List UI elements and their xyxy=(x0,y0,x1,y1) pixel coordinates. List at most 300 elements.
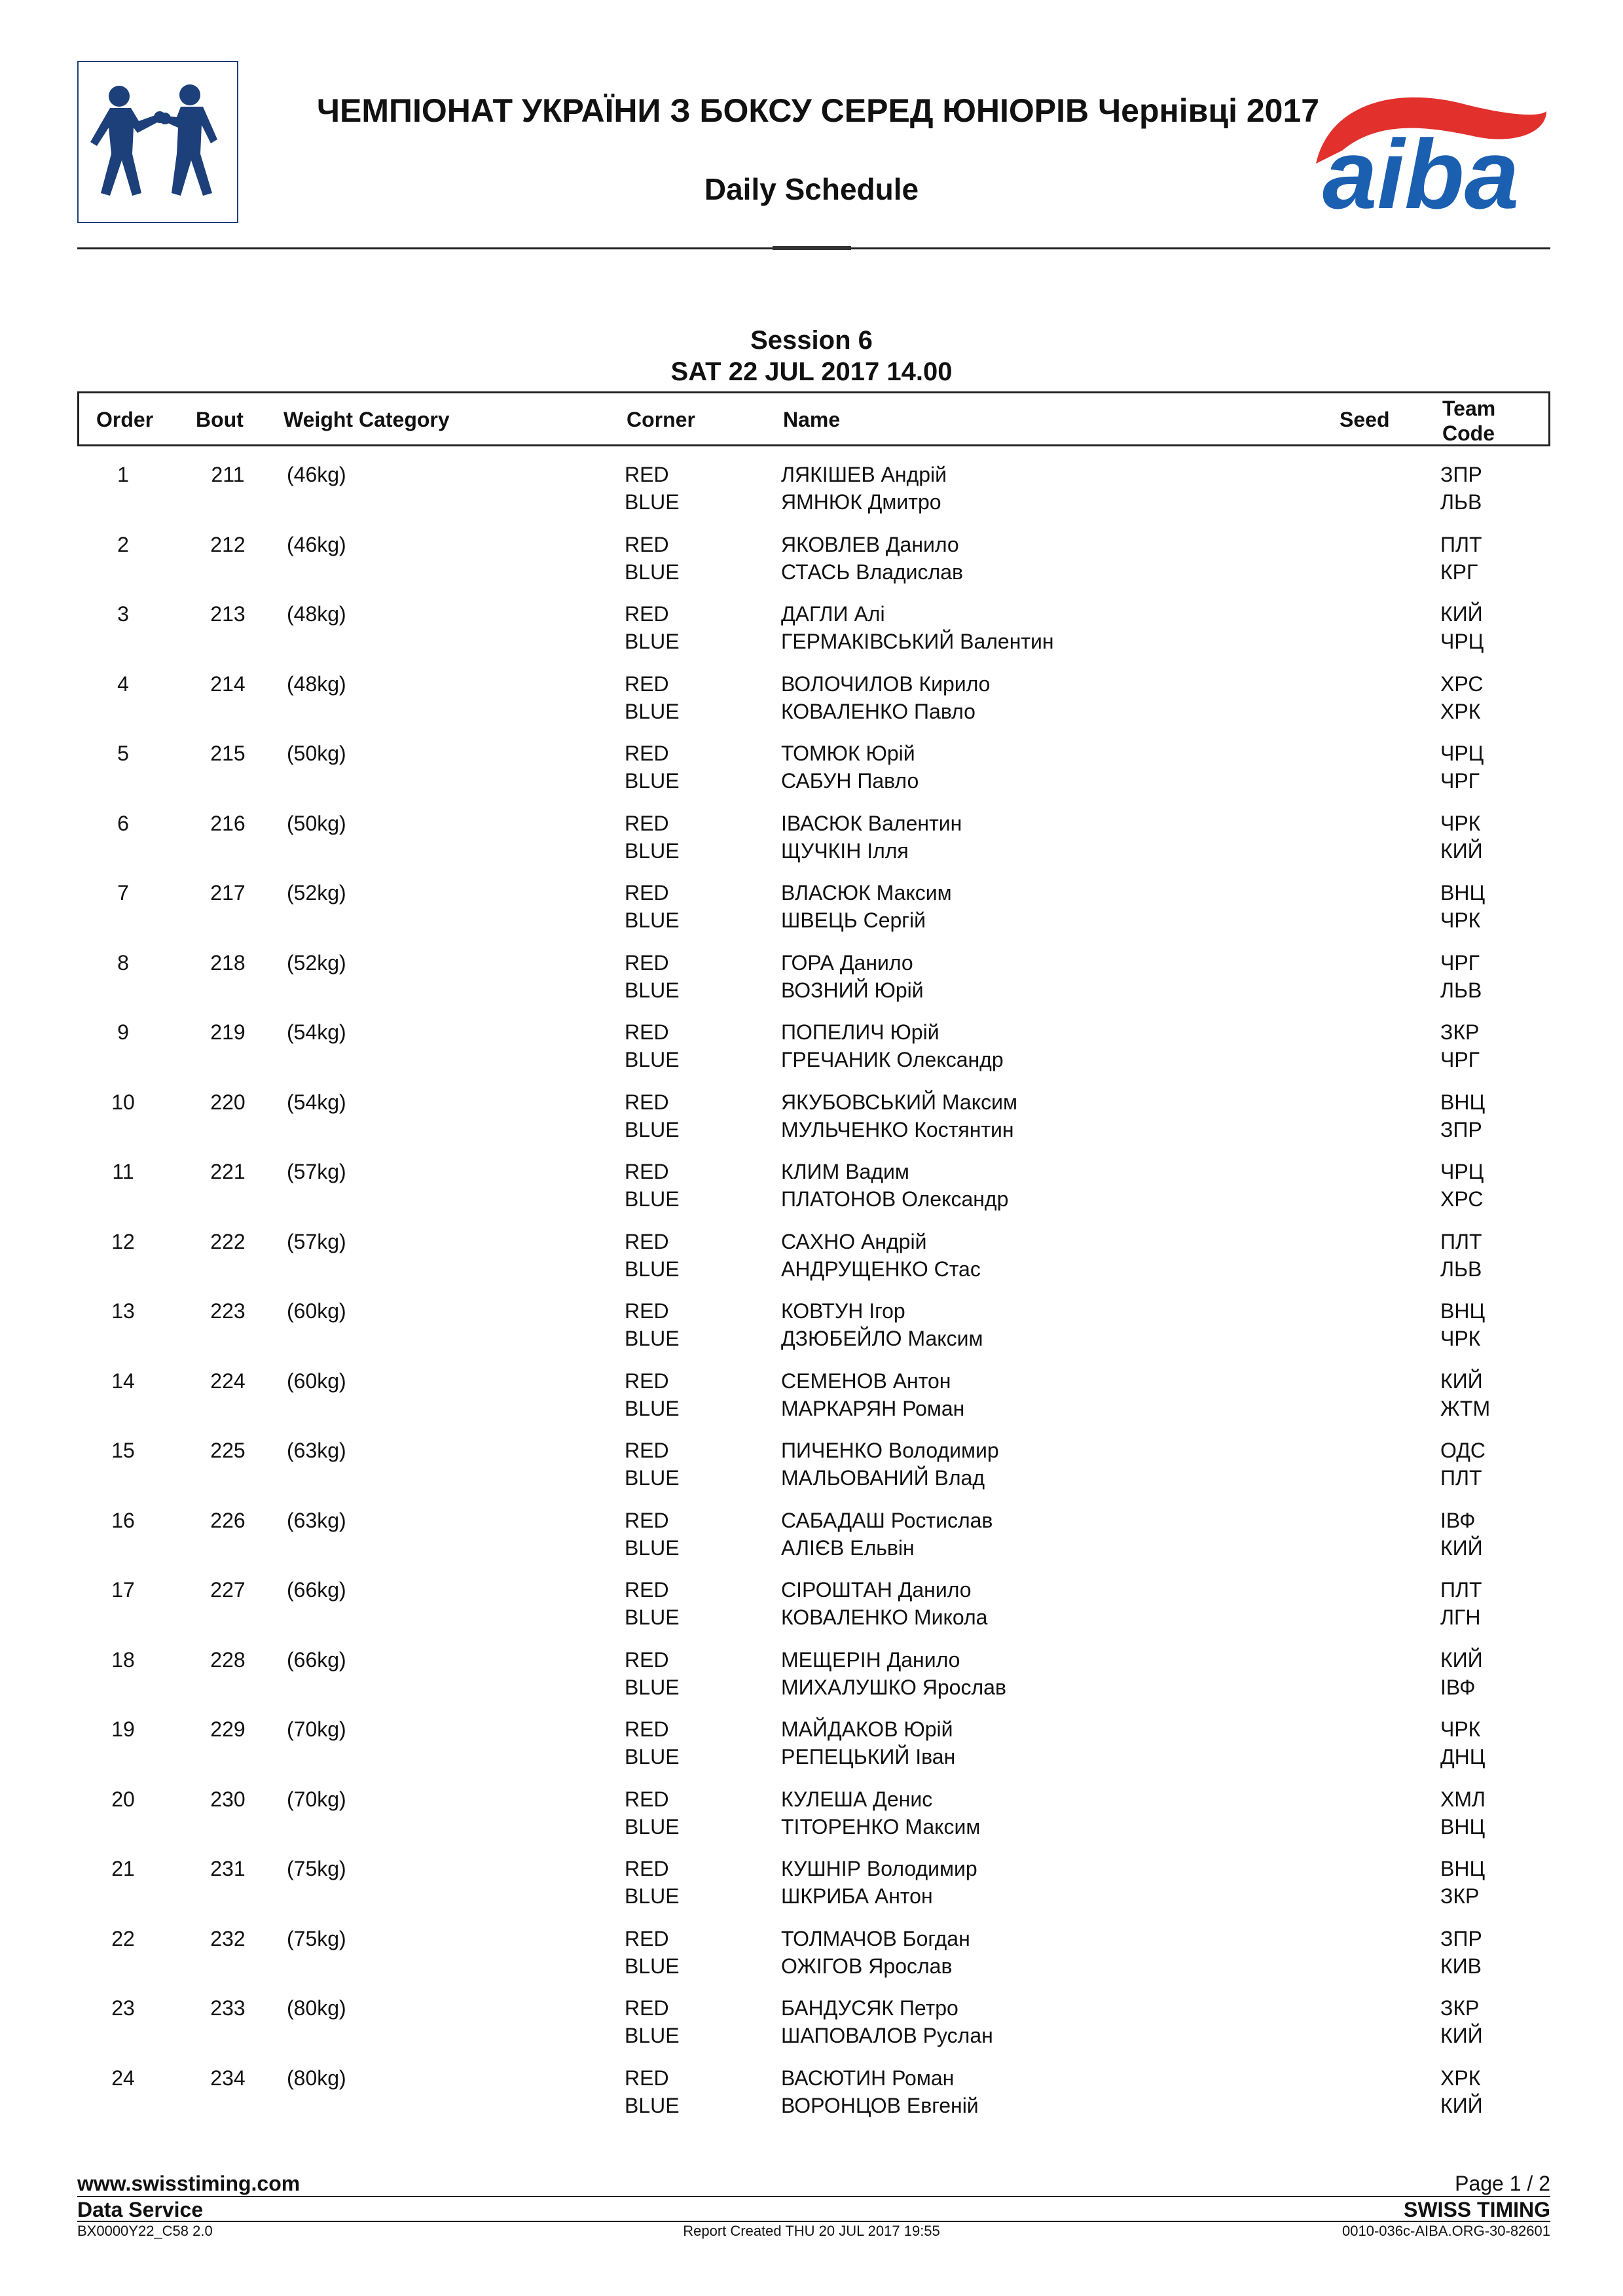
team-code-cell xyxy=(1440,1437,1486,1492)
boxer-name-cell-blue: ОЖІГОВ Ярослав xyxy=(781,1954,953,1978)
table-row xyxy=(77,876,1550,946)
boxer-name-cell-red: ПИЧЕНКО Володимир xyxy=(781,1439,999,1462)
team-code-cell xyxy=(1440,1925,1482,1980)
corner-cell xyxy=(625,1576,680,1631)
corner-cell-blue: BLUE xyxy=(625,1187,680,1211)
boxer-name-cell xyxy=(781,1576,987,1631)
boxer-name-cell-blue: ДЗЮБЕЙЛО Максим xyxy=(781,1327,983,1350)
order-cell: 22 xyxy=(111,1926,135,1950)
team-code-cell-red: ЧРГ xyxy=(1440,950,1480,975)
order-cell: 1 xyxy=(117,463,129,486)
team-code-cell-blue: ЗКР xyxy=(1440,1884,1480,1908)
order-cell: 2 xyxy=(117,532,129,556)
order-cell: 19 xyxy=(111,1717,135,1741)
team-code-cell-blue: ЧРГ xyxy=(1440,769,1480,793)
corner-cell-red: RED xyxy=(625,672,669,696)
boxer-name-cell-blue: ШВЕЦЬ Сергій xyxy=(781,908,926,932)
footer-url[interactable]: www.swisstiming.com xyxy=(77,2172,301,2195)
boxer-name-cell xyxy=(781,1507,993,1562)
corner-cell-red: RED xyxy=(625,1996,669,2020)
boxer-name-cell-blue: ЩУЧКІН Ілля xyxy=(781,838,909,863)
order-cell: 5 xyxy=(117,742,129,765)
corner-cell-blue: BLUE xyxy=(625,1466,680,1490)
team-code-cell xyxy=(1440,879,1485,934)
team-code-cell xyxy=(1440,1158,1484,1213)
corner-cell xyxy=(625,949,680,1004)
corner-cell-red: RED xyxy=(625,881,669,905)
boxer-name-cell-blue: МАРКАРЯН Роман xyxy=(781,1396,965,1420)
team-code-cell-blue: КИЙ xyxy=(1440,838,1483,863)
corner-cell-red: RED xyxy=(625,1926,669,1950)
team-code-cell-red: ВНЦ xyxy=(1440,1090,1486,1114)
boxer-name-cell xyxy=(781,1855,977,1910)
team-code-cell-blue: ЧРК xyxy=(1440,908,1481,932)
corner-cell xyxy=(625,1785,680,1840)
boxer-name-cell xyxy=(781,1228,981,1283)
weight-cell: (70kg) xyxy=(287,1787,346,1811)
corner-cell-red: RED xyxy=(625,1647,669,1672)
corner-cell-blue: BLUE xyxy=(625,1814,680,1839)
boxer-name-cell xyxy=(781,531,963,586)
team-code-cell-blue: ЛЬВ xyxy=(1440,978,1482,1002)
weight-cell: (54kg) xyxy=(287,1020,346,1044)
boxer-name-cell xyxy=(781,879,952,934)
order-cell: 11 xyxy=(112,1160,134,1183)
bout-cell: 222 xyxy=(210,1229,246,1253)
bout-cell: 229 xyxy=(210,1717,246,1741)
table-row xyxy=(77,1434,1550,1504)
bout-cell: 216 xyxy=(210,811,246,835)
table-row xyxy=(77,1992,1550,2062)
table-row xyxy=(77,1155,1550,1225)
boxer-name-cell xyxy=(781,1018,1004,1073)
page-title: ЧЕМПІОНАТ УКРАЇНИ З БОКСУ СЕРЕД ЮНІОРІВ Чернівці 2017 xyxy=(316,92,1320,129)
boxer-name-cell-blue: АЛІЄВ Ельвін xyxy=(781,1535,915,1560)
team-code-cell xyxy=(1440,1297,1485,1352)
table-row xyxy=(77,1504,1550,1574)
corner-cell-red: RED xyxy=(625,1160,669,1183)
team-code-cell-red: ІВФ xyxy=(1440,1508,1476,1532)
col-team xyxy=(1442,396,1495,446)
team-code-cell-blue: КРГ xyxy=(1440,560,1478,584)
corner-cell-red: RED xyxy=(625,1369,669,1393)
team-code-cell-red: ПЛТ xyxy=(1440,532,1482,556)
weight-cell: (80kg) xyxy=(287,1996,346,2020)
corner-cell-red: RED xyxy=(625,532,669,556)
corner-cell-red: RED xyxy=(625,1020,669,1044)
team-code-cell-red: ЧРК xyxy=(1440,1717,1481,1741)
session-title: Session 6 xyxy=(750,326,873,355)
team-code-cell xyxy=(1440,1715,1485,1770)
corner-cell-blue: BLUE xyxy=(625,908,680,932)
bout-cell: 212 xyxy=(210,532,246,556)
order-cell: 24 xyxy=(111,2066,135,2090)
corner-cell-blue: BLUE xyxy=(625,490,680,514)
team-code-cell-blue: КИЙ xyxy=(1440,2024,1483,2047)
boxer-name-cell-blue: ЯМНЮК Дмитро xyxy=(781,490,941,514)
team-code-cell-red: ЧРК xyxy=(1440,811,1481,835)
weight-cell: (48kg) xyxy=(287,672,346,696)
team-code-cell-red: ВНЦ xyxy=(1440,1857,1486,1880)
corner-cell-red: RED xyxy=(625,1090,669,1114)
table-row xyxy=(77,668,1550,738)
table-row xyxy=(77,598,1550,668)
bout-cell: 232 xyxy=(210,1926,246,1950)
weight-cell: (66kg) xyxy=(287,1647,346,1672)
corner-cell-blue: BLUE xyxy=(625,1535,680,1560)
team-code-cell xyxy=(1440,1576,1482,1631)
order-cell: 8 xyxy=(117,950,129,975)
team-code-cell-red: ОДС xyxy=(1440,1439,1486,1462)
boxer-name-cell-blue: ВОРОНЦОВ Евгеній xyxy=(781,2093,979,2117)
corner-cell xyxy=(625,1646,680,1701)
order-cell: 3 xyxy=(117,602,129,626)
team-code-cell-blue: ЧРГ xyxy=(1440,1048,1480,1071)
table-row xyxy=(77,528,1550,598)
boxer-name-cell xyxy=(781,1088,1017,1143)
boxer-name-cell-blue: ШАПОВАЛОВ Руслан xyxy=(781,2024,993,2047)
corner-cell-red: RED xyxy=(625,1229,669,1253)
bout-cell: 228 xyxy=(210,1647,246,1672)
corner-cell-blue: BLUE xyxy=(625,978,680,1002)
team-code-cell-red: КИЙ xyxy=(1440,1369,1483,1393)
boxer-name-cell-red: ГОРА Данило xyxy=(781,950,913,975)
team-code-cell-red: ЗПР xyxy=(1440,463,1482,486)
boxer-name-cell-blue: МАЛЬОВАНИЙ Влад xyxy=(781,1466,985,1490)
col-bout: Bout xyxy=(196,408,244,431)
table-row xyxy=(77,1783,1550,1853)
team-code-cell-red: ХРК xyxy=(1440,2066,1481,2090)
corner-cell xyxy=(625,879,680,934)
corner-cell xyxy=(625,1158,680,1213)
bout-cell: 214 xyxy=(210,672,246,696)
table-row xyxy=(77,1225,1550,1295)
table-row xyxy=(77,1365,1550,1435)
order-cell: 14 xyxy=(111,1369,135,1393)
boxer-name-cell-red: ЯКУБОВСЬКИЙ Максим xyxy=(781,1090,1017,1114)
order-cell: 7 xyxy=(117,881,129,905)
order-cell: 9 xyxy=(117,1020,129,1044)
corner-cell-blue: BLUE xyxy=(625,699,680,723)
team-code-cell-blue: ПЛТ xyxy=(1440,1466,1482,1490)
corner-cell-blue: BLUE xyxy=(625,560,680,584)
weight-cell: (46kg) xyxy=(287,532,346,556)
header-divider-accent xyxy=(773,246,851,250)
team-code-cell-blue: КИЙ xyxy=(1440,1535,1483,1560)
corner-cell-red: RED xyxy=(625,2066,669,2090)
aiba-logo-text: aiba xyxy=(1322,119,1520,216)
boxer-name-cell xyxy=(781,740,919,795)
boxer-name-cell-blue: ШКРИБА Антон xyxy=(781,1884,933,1908)
corner-cell xyxy=(625,1437,680,1492)
corner-cell xyxy=(625,1855,680,1910)
table-row xyxy=(77,1295,1550,1365)
bout-cell: 219 xyxy=(210,1020,246,1044)
team-code-cell-red: ЗПР xyxy=(1440,1926,1482,1950)
corner-cell-blue: BLUE xyxy=(625,769,680,793)
boxer-name-cell-blue: МИХАЛУШКО Ярослав xyxy=(781,1675,1006,1699)
corner-cell-red: RED xyxy=(625,1787,669,1811)
team-code-cell xyxy=(1440,1018,1480,1073)
boxer-name-cell-red: ЯКОВЛЕВ Данило xyxy=(781,532,959,556)
corner-cell-blue: BLUE xyxy=(625,630,680,653)
order-cell: 6 xyxy=(117,811,129,835)
weight-cell: (52kg) xyxy=(287,881,346,905)
bout-cell: 217 xyxy=(210,881,246,905)
bout-cell: 218 xyxy=(210,950,246,975)
weight-cell: (57kg) xyxy=(287,1160,346,1183)
boxer-name-cell-blue: ГРЕЧАНИК Олександр xyxy=(781,1048,1004,1071)
col-name: Name xyxy=(783,408,841,431)
table-row xyxy=(77,1086,1550,1156)
weight-cell: (46kg) xyxy=(287,463,346,486)
footer-doc-id: 0010-036c-AIBA.ORG-30-82601 xyxy=(1342,2223,1550,2239)
footer-code: BX0000Y22_C58 2.0 xyxy=(77,2223,213,2239)
table-row xyxy=(77,737,1550,807)
corner-cell-blue: BLUE xyxy=(625,1257,680,1281)
page-subtitle: Daily Schedule xyxy=(704,172,919,206)
boxer-name-cell xyxy=(781,1994,993,2049)
boxer-name-cell-red: МЕЩЕРІН Данило xyxy=(781,1647,960,1672)
team-code-cell xyxy=(1440,1228,1482,1283)
weight-cell: (70kg) xyxy=(287,1717,346,1741)
corner-cell xyxy=(625,1507,680,1562)
boxer-name-cell-blue: РЕПЕЦЬКИЙ Іван xyxy=(781,1745,956,1768)
boxer-name-cell-red: КУЛЕША Денис xyxy=(781,1787,933,1811)
corner-cell xyxy=(625,1925,680,1980)
bout-cell: 223 xyxy=(210,1299,246,1323)
corner-cell xyxy=(625,2064,680,2119)
team-code-cell xyxy=(1440,740,1484,795)
corner-cell-blue: BLUE xyxy=(625,1117,680,1141)
team-code-cell-red: ЗКР xyxy=(1440,1020,1480,1044)
team-code-cell xyxy=(1440,1785,1486,1840)
team-code-cell-blue: ЛЬВ xyxy=(1440,1257,1482,1281)
team-code-cell-blue: ЧРЦ xyxy=(1440,630,1484,653)
corner-cell-blue: BLUE xyxy=(625,2093,680,2117)
order-cell: 10 xyxy=(111,1090,135,1114)
corner-cell xyxy=(625,1367,680,1422)
boxer-name-cell-red: ДАГЛИ Алі xyxy=(781,602,885,626)
bout-cell: 211 xyxy=(211,463,245,486)
boxer-name-cell xyxy=(781,1785,980,1840)
team-code-cell xyxy=(1440,461,1482,516)
table-row xyxy=(77,807,1550,877)
boxer-name-cell xyxy=(781,1158,1008,1213)
boxer-name-cell-blue: МУЛЬЧЕНКО Костянтин xyxy=(781,1117,1014,1141)
weight-cell: (60kg) xyxy=(287,1369,346,1393)
boxer-name-cell-red: МАЙДАКОВ Юрій xyxy=(781,1717,953,1741)
bout-cell: 224 xyxy=(210,1369,246,1393)
team-code-cell-red: ВНЦ xyxy=(1440,881,1486,905)
boxer-name-cell xyxy=(781,461,947,516)
col-corner: Corner xyxy=(627,408,695,431)
aiba-logo xyxy=(1303,65,1552,216)
corner-cell xyxy=(625,461,680,516)
order-cell: 20 xyxy=(111,1787,135,1811)
boxer-name-cell-red: ТОМЮК Юрій xyxy=(781,742,915,765)
team-code-cell-red: ЧРЦ xyxy=(1440,742,1484,765)
corner-cell-blue: BLUE xyxy=(625,1675,680,1699)
team-code-cell-blue: КИЙ xyxy=(1440,2093,1483,2117)
corner-cell xyxy=(625,1297,680,1352)
corner-cell-red: RED xyxy=(625,602,669,626)
footer-report-created: Report Created THU 20 JUL 2017 19:55 xyxy=(683,2223,940,2239)
boxer-name-cell-blue: АНДРУЩЕНКО Стас xyxy=(781,1257,981,1281)
weight-cell: (48kg) xyxy=(287,602,346,626)
corner-cell-blue: BLUE xyxy=(625,1745,680,1768)
bout-cell: 215 xyxy=(210,742,246,765)
corner-cell-red: RED xyxy=(625,1299,669,1323)
table-row xyxy=(77,458,1550,528)
order-cell: 15 xyxy=(111,1439,135,1462)
weight-cell: (52kg) xyxy=(287,950,346,975)
team-code-cell xyxy=(1440,1994,1483,2049)
footer-service: Data Service xyxy=(77,2198,204,2221)
table-row xyxy=(77,1922,1550,1992)
team-code-cell-blue: ЛЬВ xyxy=(1440,490,1482,514)
corner-cell-blue: BLUE xyxy=(625,838,680,863)
team-code-cell xyxy=(1440,2064,1483,2119)
table-row xyxy=(77,1016,1550,1086)
corner-cell xyxy=(625,670,680,725)
corner-cell-red: RED xyxy=(625,463,669,486)
bout-cell: 234 xyxy=(210,2066,246,2090)
team-code-cell xyxy=(1440,531,1482,586)
boxer-name-cell-blue: САБУН Павло xyxy=(781,769,919,793)
table-header xyxy=(77,391,1550,446)
team-code-cell xyxy=(1440,670,1483,725)
boxer-name-cell xyxy=(781,1646,1006,1701)
bout-cell: 213 xyxy=(210,602,246,626)
footer-divider-2 xyxy=(77,2221,1550,2222)
corner-cell xyxy=(625,1228,680,1283)
boxer-name-cell xyxy=(781,1715,955,1770)
boxer-name-cell-red: ПОПЕЛИЧ Юрій xyxy=(781,1020,939,1044)
col-weight: Weight Category xyxy=(283,408,450,431)
boxer-name-cell-red: ЛЯКІШЕВ Андрій xyxy=(781,463,947,486)
order-cell: 21 xyxy=(111,1857,135,1880)
boxer-name-cell xyxy=(781,1297,983,1352)
corner-cell-red: RED xyxy=(625,1439,669,1462)
team-code-cell-blue: ДНЦ xyxy=(1440,1745,1486,1768)
corner-cell-blue: BLUE xyxy=(625,1048,680,1071)
boxer-name-cell-red: СІРОШТАН Данило xyxy=(781,1578,972,1602)
table-row xyxy=(77,1852,1550,1922)
bout-cell: 225 xyxy=(210,1439,246,1462)
corner-cell-red: RED xyxy=(625,1578,669,1602)
session-datetime: SAT 22 JUL 2017 14.00 xyxy=(670,357,953,386)
order-cell: 4 xyxy=(117,672,129,696)
corner-cell-blue: BLUE xyxy=(625,1954,680,1978)
boxer-name-cell-blue: СТАСЬ Владислав xyxy=(781,560,963,584)
col-order: Order xyxy=(96,408,154,431)
corner-cell xyxy=(625,1715,680,1770)
corner-cell-blue: BLUE xyxy=(625,2024,680,2047)
team-code-cell-blue: ХРК xyxy=(1440,699,1481,723)
team-code-cell-blue: ХРС xyxy=(1440,1187,1484,1211)
boxer-name-cell-blue: ПЛАТОНОВ Олександр xyxy=(781,1187,1009,1211)
corner-cell xyxy=(625,1088,680,1143)
corner-cell xyxy=(625,600,680,655)
corner-cell xyxy=(625,1018,680,1073)
boxer-name-cell-red: БАНДУСЯК Петро xyxy=(781,1996,958,2020)
weight-cell: (75kg) xyxy=(287,1926,346,1950)
boxer-name-cell xyxy=(781,949,924,1004)
weight-cell: (54kg) xyxy=(287,1090,346,1114)
bout-cell: 226 xyxy=(210,1508,246,1532)
team-code-cell-red: ХРС xyxy=(1440,672,1484,696)
weight-cell: (57kg) xyxy=(287,1229,346,1253)
bout-cell: 221 xyxy=(210,1160,246,1183)
bout-cell: 233 xyxy=(210,1996,246,2020)
weight-cell: (50kg) xyxy=(287,811,346,835)
team-code-cell-red: КИЙ xyxy=(1440,602,1483,626)
boxer-name-cell xyxy=(781,810,962,865)
table-row xyxy=(77,1573,1550,1643)
boxer-name-cell xyxy=(781,670,990,725)
col-team-line2: Code xyxy=(1442,422,1495,445)
team-code-cell xyxy=(1440,1646,1483,1701)
corner-cell-blue: BLUE xyxy=(625,1327,680,1350)
footer-page-number: Page 1 / 2 xyxy=(1455,2172,1550,2195)
weight-cell: (80kg) xyxy=(287,2066,346,2090)
boxer-name-cell-red: КЛИМ Вадим xyxy=(781,1160,909,1183)
weight-cell: (63kg) xyxy=(287,1439,346,1462)
table-row xyxy=(77,2062,1550,2132)
order-cell: 18 xyxy=(111,1647,135,1672)
boxer-name-cell xyxy=(781,1437,999,1492)
corner-cell-red: RED xyxy=(625,1717,669,1741)
team-code-cell xyxy=(1440,1855,1485,1910)
boxer-name-cell-red: СЕМЕНОВ Антон xyxy=(781,1369,951,1393)
team-code-cell xyxy=(1440,949,1482,1004)
boxer-name-cell xyxy=(781,1925,970,1980)
team-code-cell-blue: ВНЦ xyxy=(1440,1814,1486,1839)
corner-cell-red: RED xyxy=(625,1508,669,1532)
corner-cell-red: RED xyxy=(625,811,669,835)
col-team-line1: Team xyxy=(1442,397,1496,420)
weight-cell: (63kg) xyxy=(287,1508,346,1532)
weight-cell: (50kg) xyxy=(287,742,346,765)
team-code-cell-red: ЗКР xyxy=(1440,1996,1480,2020)
aiba-swoosh-icon xyxy=(1303,65,1552,216)
bout-cell: 231 xyxy=(210,1857,246,1880)
boxer-name-cell-blue: КОВАЛЕНКО Павло xyxy=(781,699,976,723)
boxer-name-cell-red: ІВАСЮК Валентин xyxy=(781,811,962,835)
boxer-name-cell-blue: ТІТОРЕНКО Максим xyxy=(781,1814,981,1839)
weight-cell: (66kg) xyxy=(287,1578,346,1602)
team-code-cell xyxy=(1440,810,1483,865)
corner-cell xyxy=(625,810,680,865)
weight-cell: (60kg) xyxy=(287,1299,346,1323)
table-row xyxy=(77,1713,1550,1783)
team-code-cell-red: КИЙ xyxy=(1440,1647,1483,1672)
team-code-cell-red: ЧРЦ xyxy=(1440,1160,1484,1183)
corner-cell-blue: BLUE xyxy=(625,1884,680,1908)
team-code-cell-blue: ЛГН xyxy=(1440,1605,1481,1629)
team-code-cell-red: ПЛТ xyxy=(1440,1229,1482,1253)
corner-cell xyxy=(625,531,680,586)
boxer-name-cell-red: ВЛАСЮК Максим xyxy=(781,881,952,905)
team-code-cell-blue: ІВФ xyxy=(1440,1675,1476,1699)
corner-cell-blue: BLUE xyxy=(625,1605,680,1629)
boxer-name-cell-blue: ВОЗНИЙ Юрій xyxy=(781,978,924,1002)
boxer-name-cell-red: КУШНІР Володимир xyxy=(781,1857,977,1880)
corner-cell-red: RED xyxy=(625,742,669,765)
team-code-cell xyxy=(1440,1367,1490,1422)
boxer-name-cell-red: ВОЛОЧИЛОВ Кирило xyxy=(781,672,991,696)
